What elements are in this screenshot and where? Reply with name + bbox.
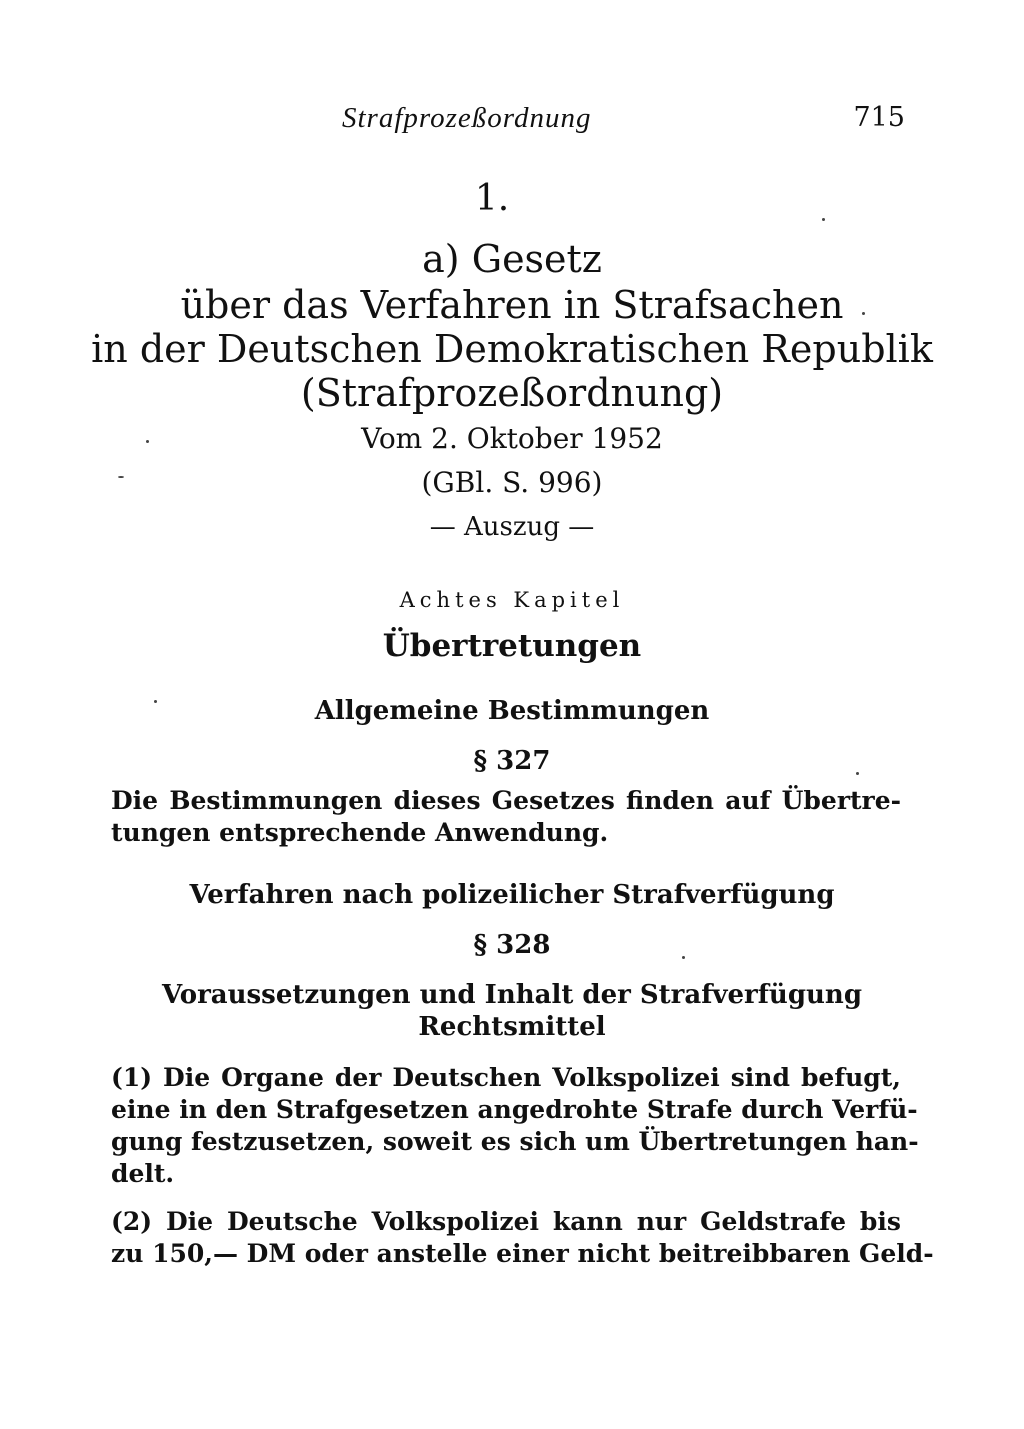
scan-speck (118, 476, 124, 478)
document-title-line-4: (Strafprozeßordnung) (300, 371, 724, 415)
scan-speck (154, 700, 157, 703)
running-head (110, 100, 905, 140)
section-heading-general: Allgemeine Bestimmungen (314, 696, 710, 726)
text-line: Die Bestimmungen dieses Gesetzes finden auf Übertre- (111, 786, 901, 815)
text-line: delt. (111, 1159, 175, 1188)
page-number: 715 (853, 102, 905, 133)
paragraph-327-text (111, 785, 901, 849)
paragraph-327-number: § 327 (473, 746, 551, 776)
subsection-1-text (111, 1062, 919, 1190)
scan-speck (822, 218, 825, 221)
scan-speck (856, 772, 859, 775)
document-number: 1. (474, 178, 510, 219)
section-heading-police: Verfahren nach polizeilicher Strafverfügung (189, 880, 835, 910)
paragraph-328-number: § 328 (473, 930, 551, 960)
text-line: (2) Die Deutsche Volkspolizei kann nur Geldstrafe bis (111, 1207, 901, 1236)
text-line: gung festzusetzen, soweit es sich um Übertretungen han- (111, 1127, 919, 1156)
text-line: zu 150,— DM oder anstelle einer nicht beitreibbaren Geld- (111, 1239, 934, 1268)
text-line: tungen entsprechende Anwendung. (111, 818, 609, 847)
running-title: Strafprozeßordnung (342, 102, 592, 134)
document-title-line-1: a) Gesetz (422, 237, 602, 281)
gazette-reference: (GBl. S. 996) (421, 466, 603, 499)
document-title-line-3: in der Deutschen Demokratischen Republik (91, 327, 933, 371)
text-line: (1) Die Organe der Deutschen Volkspolizei sind befugt, (111, 1063, 901, 1092)
document-date: Vom 2. Oktober 1952 (361, 422, 663, 455)
excerpt-note: — Auszug — (429, 512, 595, 542)
scan-speck (682, 956, 685, 959)
subsection-2-text (111, 1206, 934, 1270)
paragraph-328-title-line-2: Rechtsmittel (418, 1012, 606, 1042)
chapter-label: Achtes Kapitel (399, 588, 625, 612)
paragraph-328-title-line-1: Voraussetzungen und Inhalt der Strafverfügung (161, 980, 863, 1010)
text-line: eine in den Strafgesetzen angedrohte Strafe durch Verfü- (111, 1095, 918, 1124)
scan-speck (862, 312, 865, 315)
scan-speck (146, 440, 149, 443)
document-title-line-2: über das Verfahren in Strafsachen (180, 283, 844, 327)
chapter-title: Übertretungen (382, 628, 642, 664)
